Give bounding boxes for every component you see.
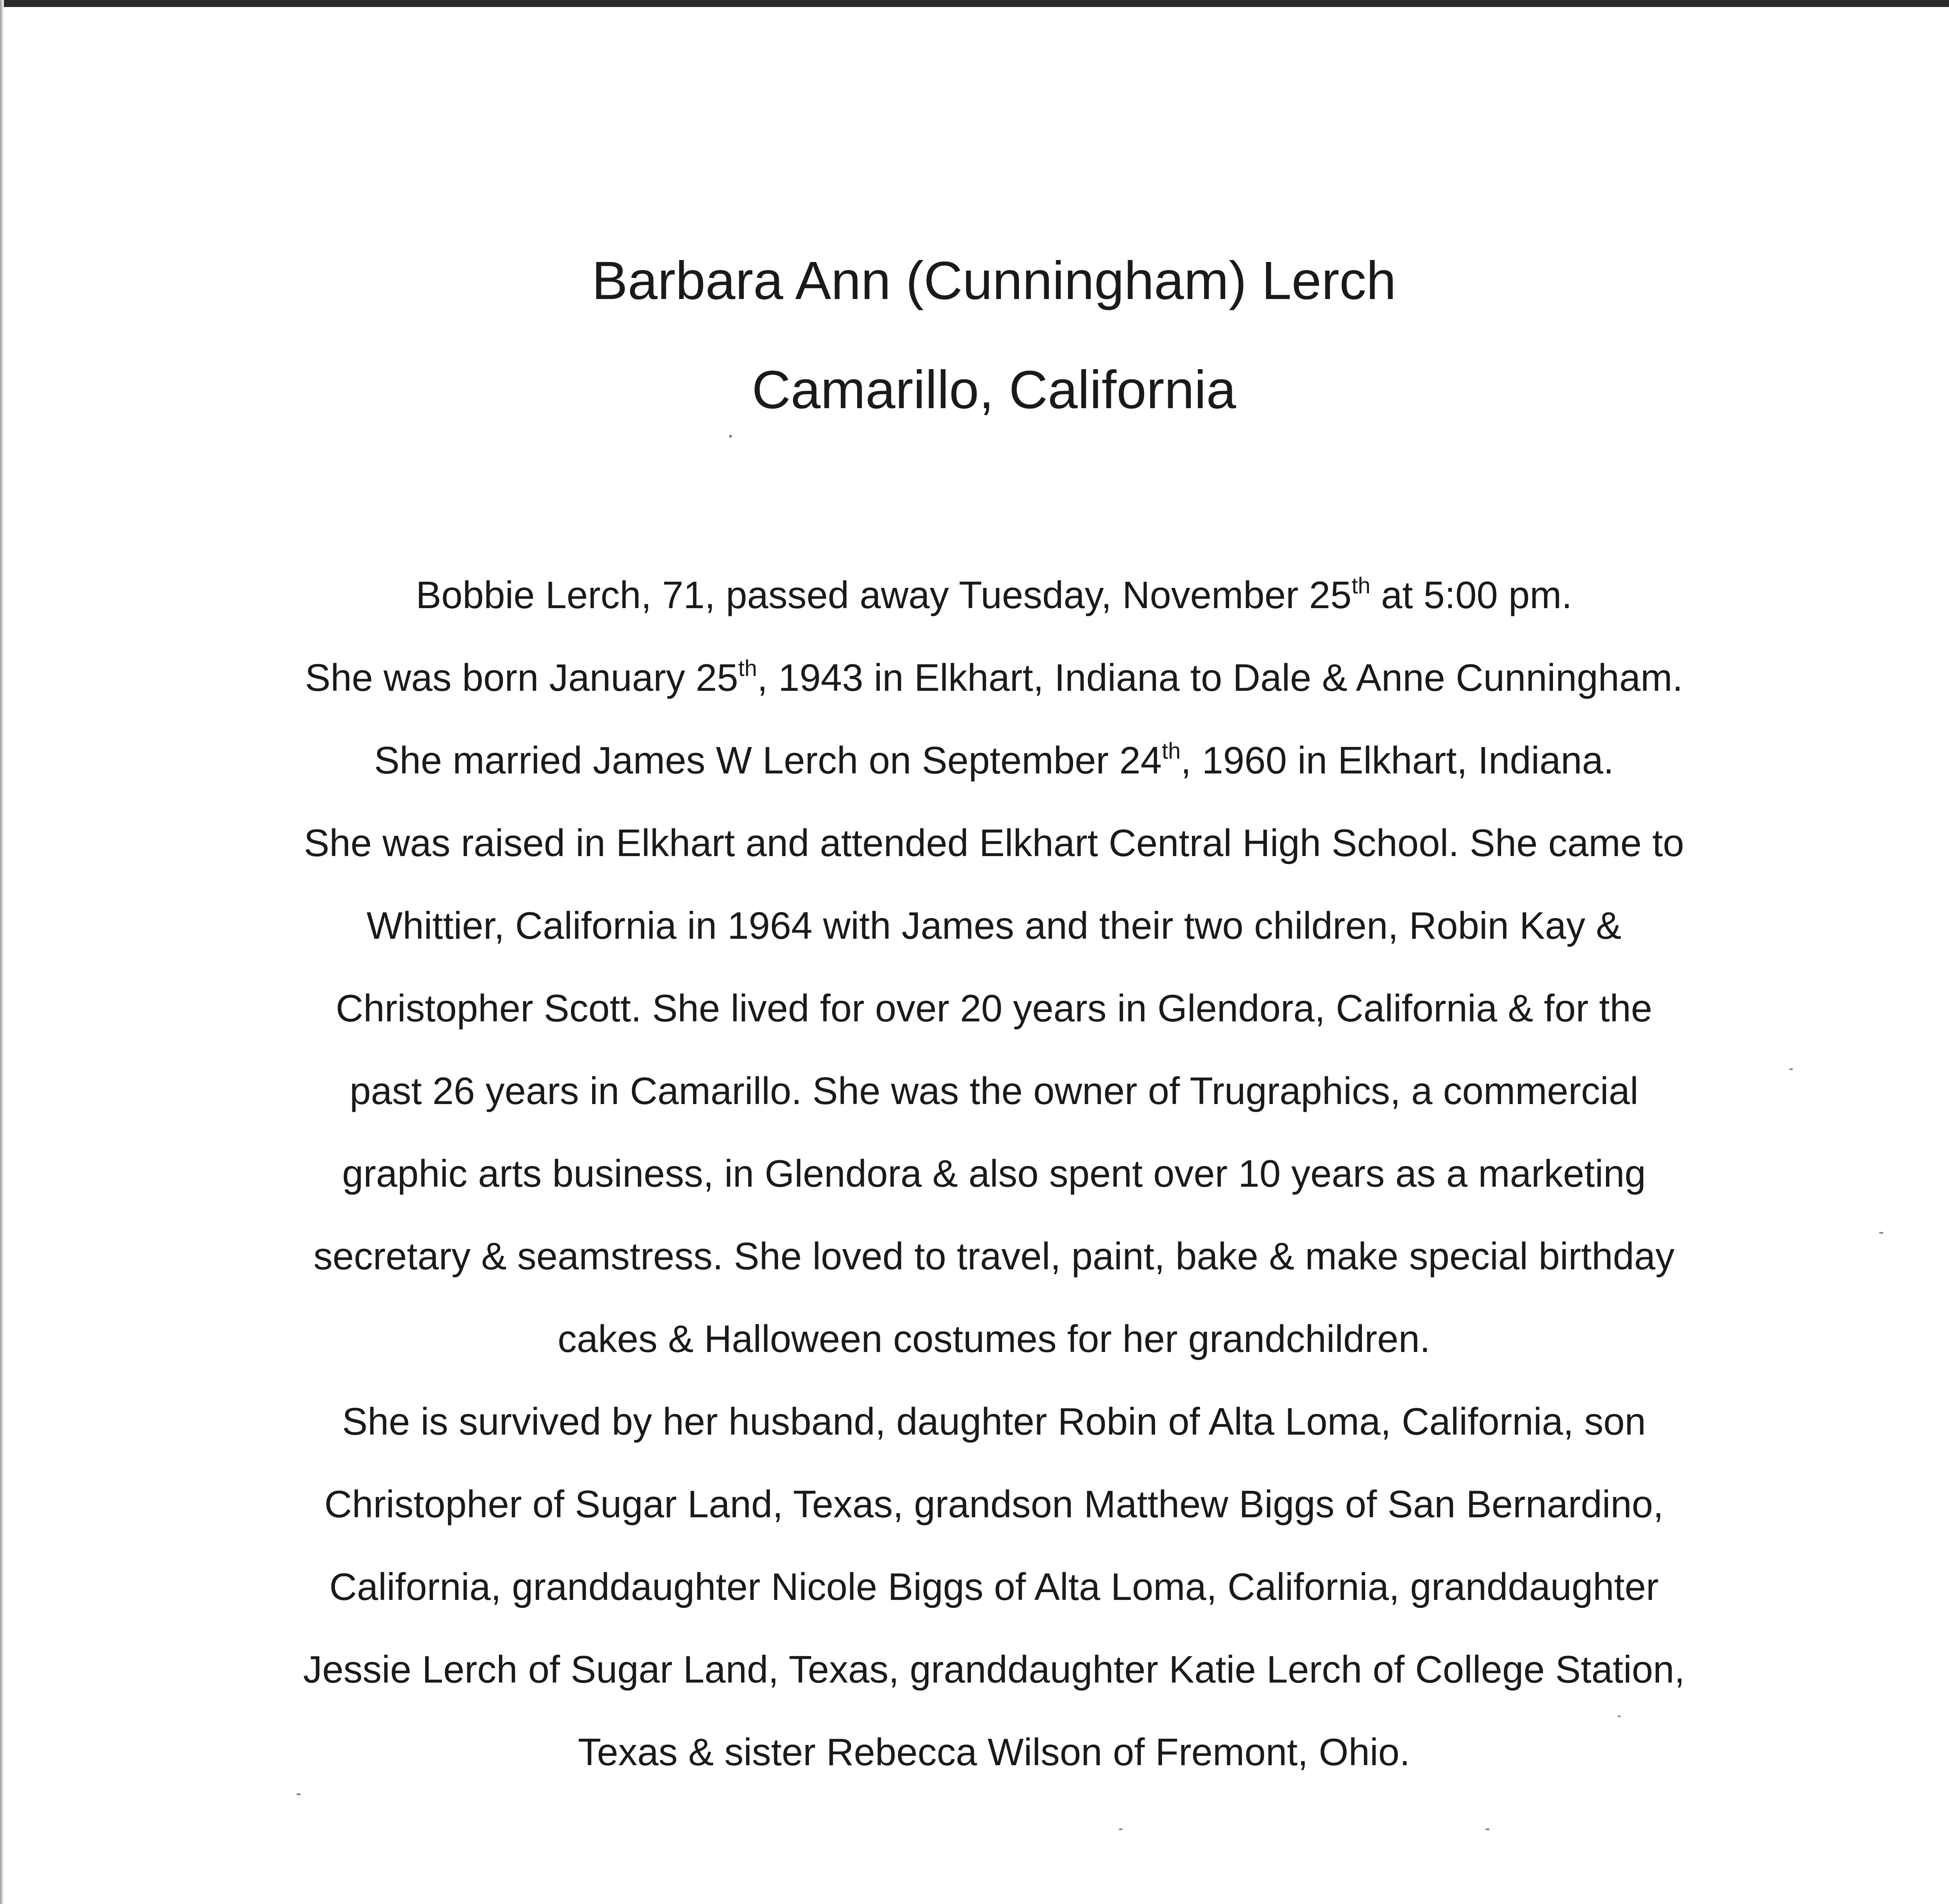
scan-speck bbox=[1119, 1828, 1123, 1830]
scan-speck bbox=[296, 1793, 301, 1795]
body-line bbox=[234, 1049, 1754, 1132]
scan-speck bbox=[729, 435, 732, 438]
body-text: past 26 years in Camarillo. She was the owner of Trugraphics, a commercial bbox=[349, 1069, 1639, 1112]
ordinal-suffix: th bbox=[1162, 738, 1181, 764]
body-line bbox=[234, 1711, 1754, 1793]
body-line bbox=[234, 1628, 1754, 1711]
body-text: Christopher of Sugar Land, Texas, grandson Matthew Biggs of San Bernardino, bbox=[324, 1483, 1664, 1525]
body-text: Whittier, California in 1964 with James and their two children, Robin Kay & bbox=[366, 904, 1622, 947]
scan-speck bbox=[1485, 1828, 1490, 1830]
body-line bbox=[234, 636, 1754, 719]
body-text: cakes & Halloween costumes for her grandchildren. bbox=[557, 1317, 1431, 1360]
body-line bbox=[234, 1545, 1754, 1628]
body-line bbox=[234, 967, 1754, 1049]
body-line bbox=[234, 554, 1754, 636]
body-text: , 1943 in Elkhart, Indiana to Dale & Anne Cunningham. bbox=[757, 656, 1683, 699]
body-text: at 5:00 pm. bbox=[1370, 573, 1572, 616]
body-line bbox=[234, 1215, 1754, 1297]
ordinal-suffix: th bbox=[1351, 573, 1371, 598]
body-line bbox=[234, 719, 1754, 802]
body-line bbox=[234, 1132, 1754, 1215]
scan-speck bbox=[1789, 1068, 1793, 1070]
scan-border-top bbox=[0, 0, 1949, 7]
obituary-body bbox=[234, 554, 1754, 1793]
body-text: She was raised in Elkhart and attended Elkhart Central High School. She came to bbox=[304, 821, 1684, 864]
body-text: She is survived by her husband, daughter Robin of Alta Loma, California, son bbox=[342, 1400, 1646, 1443]
body-line bbox=[234, 884, 1754, 967]
body-text: graphic arts business, in Glendora & also spent over 10 years as a marketing bbox=[342, 1152, 1646, 1195]
body-text: She was born January 25 bbox=[305, 656, 738, 699]
document-location: Camarillo, California bbox=[752, 360, 1236, 420]
document-title: Barbara Ann (Cunningham) Lerch bbox=[592, 251, 1396, 311]
body-text: , 1960 in Elkhart, Indiana. bbox=[1180, 739, 1614, 782]
body-line bbox=[234, 1463, 1754, 1545]
body-text: secretary & seamstress. She loved to travel, paint, bake & make special birthday bbox=[313, 1235, 1675, 1278]
body-text: Christopher Scott. She lived for over 20 years in Glendora, California & for the bbox=[336, 987, 1652, 1030]
title-block bbox=[0, 226, 1949, 444]
body-text: California, granddaughter Nicole Biggs of Alta Loma, California, granddaughter bbox=[329, 1565, 1659, 1608]
body-line bbox=[234, 1380, 1754, 1463]
scan-speck bbox=[1618, 1715, 1621, 1717]
body-text: Bobbie Lerch, 71, passed away Tuesday, November 25 bbox=[416, 573, 1352, 616]
body-line bbox=[234, 802, 1754, 884]
ordinal-suffix: th bbox=[738, 656, 757, 681]
body-text: Texas & sister Rebecca Wilson of Fremont, Ohio. bbox=[578, 1731, 1410, 1773]
body-text: She married James W Lerch on September 24 bbox=[374, 739, 1162, 782]
body-text: Jessie Lerch of Sugar Land, Texas, granddaughter Katie Lerch of College Station, bbox=[303, 1648, 1685, 1691]
body-line bbox=[234, 1297, 1754, 1380]
scan-speck bbox=[1879, 1232, 1884, 1234]
